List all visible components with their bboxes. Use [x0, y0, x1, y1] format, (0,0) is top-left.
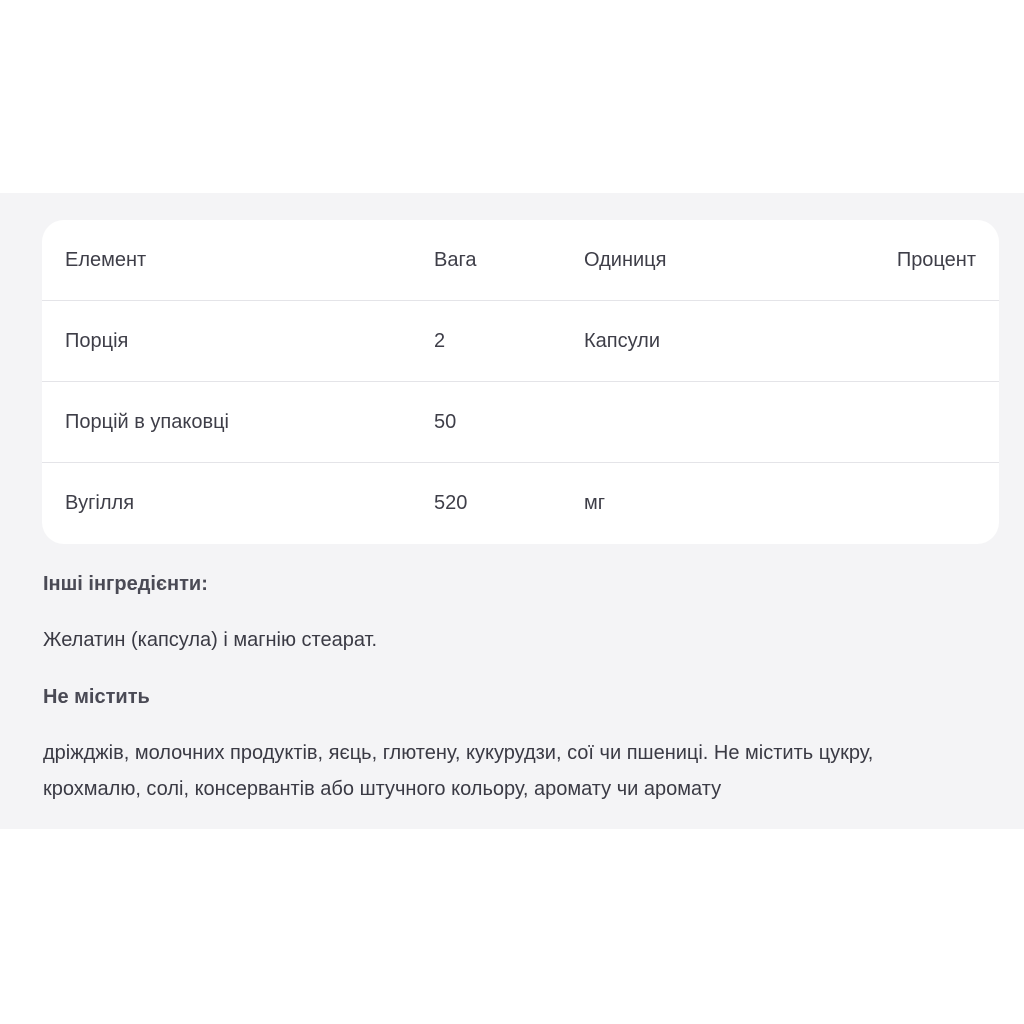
- free-from-line-1: дріжджів, молочних продуктів, яєць, глютену, кукурудзи, сої чи пшениці. Не містить цукру,: [43, 742, 874, 764]
- other-ingredients-text: Желатин (капсула) і магнію стеарат.: [43, 629, 378, 651]
- row-weight: 2: [434, 330, 446, 352]
- row-element: Вугілля: [65, 492, 135, 514]
- header-weight: Вага: [434, 249, 477, 271]
- free-from-heading: Не містить: [43, 686, 150, 708]
- header-element: Елемент: [65, 249, 147, 271]
- row-unit: мг: [584, 492, 606, 514]
- table-row: [42, 301, 999, 382]
- header-percent: Процент: [896, 249, 976, 271]
- product-info-section: [0, 193, 1024, 829]
- row-weight: 520: [434, 492, 468, 514]
- free-from-line-2: крохмалю, солі, консервантів або штучного кольору, аромату чи аромату: [43, 778, 722, 800]
- row-element: Порція: [65, 330, 129, 352]
- row-weight: 50: [434, 411, 457, 433]
- row-unit: Капсули: [584, 330, 661, 352]
- table-header-row: [42, 220, 999, 301]
- table-row: [42, 463, 999, 543]
- header-unit: Одиниця: [584, 249, 667, 271]
- table-row: [42, 382, 999, 463]
- other-ingredients-heading: Інші інгредієнти:: [43, 573, 208, 595]
- row-element: Порцій в упаковці: [65, 411, 230, 433]
- nutrition-table: [42, 220, 999, 544]
